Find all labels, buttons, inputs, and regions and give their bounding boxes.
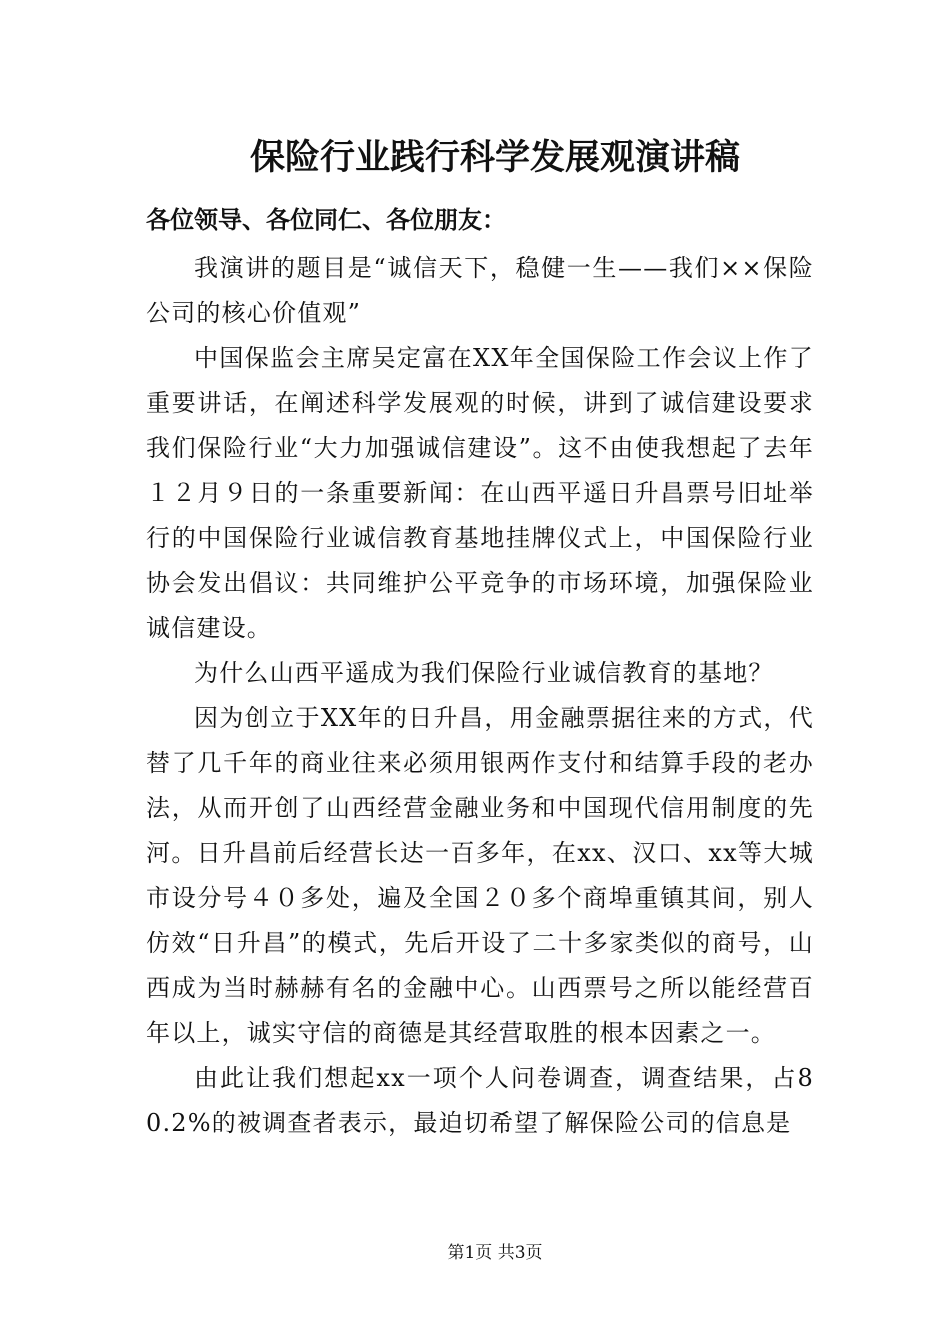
document-body	[146, 246, 814, 1146]
paragraph-survey: 由此让我们想起xx一项个人问卷调查，调查结果，占80.2%的被调查者表示，最迫切希望了解保险公司的信息是	[146, 1064, 814, 1137]
salutation: 各位领导、各位同仁、各位朋友：	[146, 205, 506, 234]
page-footer: 第1页 共3页	[447, 1243, 543, 1263]
paragraph-question: 为什么山西平遥成为我们保险行业诚信教育的基地？	[194, 659, 774, 687]
paragraph-rishengchang: 因为创立于XX年的日升昌，用金融票据往来的方式，代替了几千年的商业往来必须用银两作支付和结算手段的老办法，从而开创了山西经营金融业务和中国现代信用制度的先河。日升昌前后经营长达一百多年，在xx、汉口、xx等大城市设分号４０多处，遍及全国２０多个商埠重镇其间，别人仿效“日升昌”的模式，先后开设了二十多家类似的商号，山西成为当时赫赫有名的金融中心。山西票号之所以能经营百年以上，诚实守信的商德是其经营取胜的根本因素之一。	[146, 704, 814, 1047]
document-title: 保险行业践行科学发展观演讲稿	[249, 137, 740, 178]
paragraph-speech: 中国保监会主席吴定富在XX年全国保险工作会议上作了重要讲话，在阐述科学发展观的时候，讲到了诚信建设要求我们保险行业“大力加强诚信建设”。这不由使我想起了去年１２月９日的一条重要新闻：在山西平遥日升昌票号旧址举行的中国保险行业诚信教育基地挂牌仪式上，中国保险行业协会发出倡议：共同维护公平竞争的市场环境，加强保险业诚信建设。	[146, 344, 814, 642]
paragraph-topic: 我演讲的题目是“诚信天下，稳健一生——我们××保险公司的核心价值观”	[146, 254, 814, 327]
